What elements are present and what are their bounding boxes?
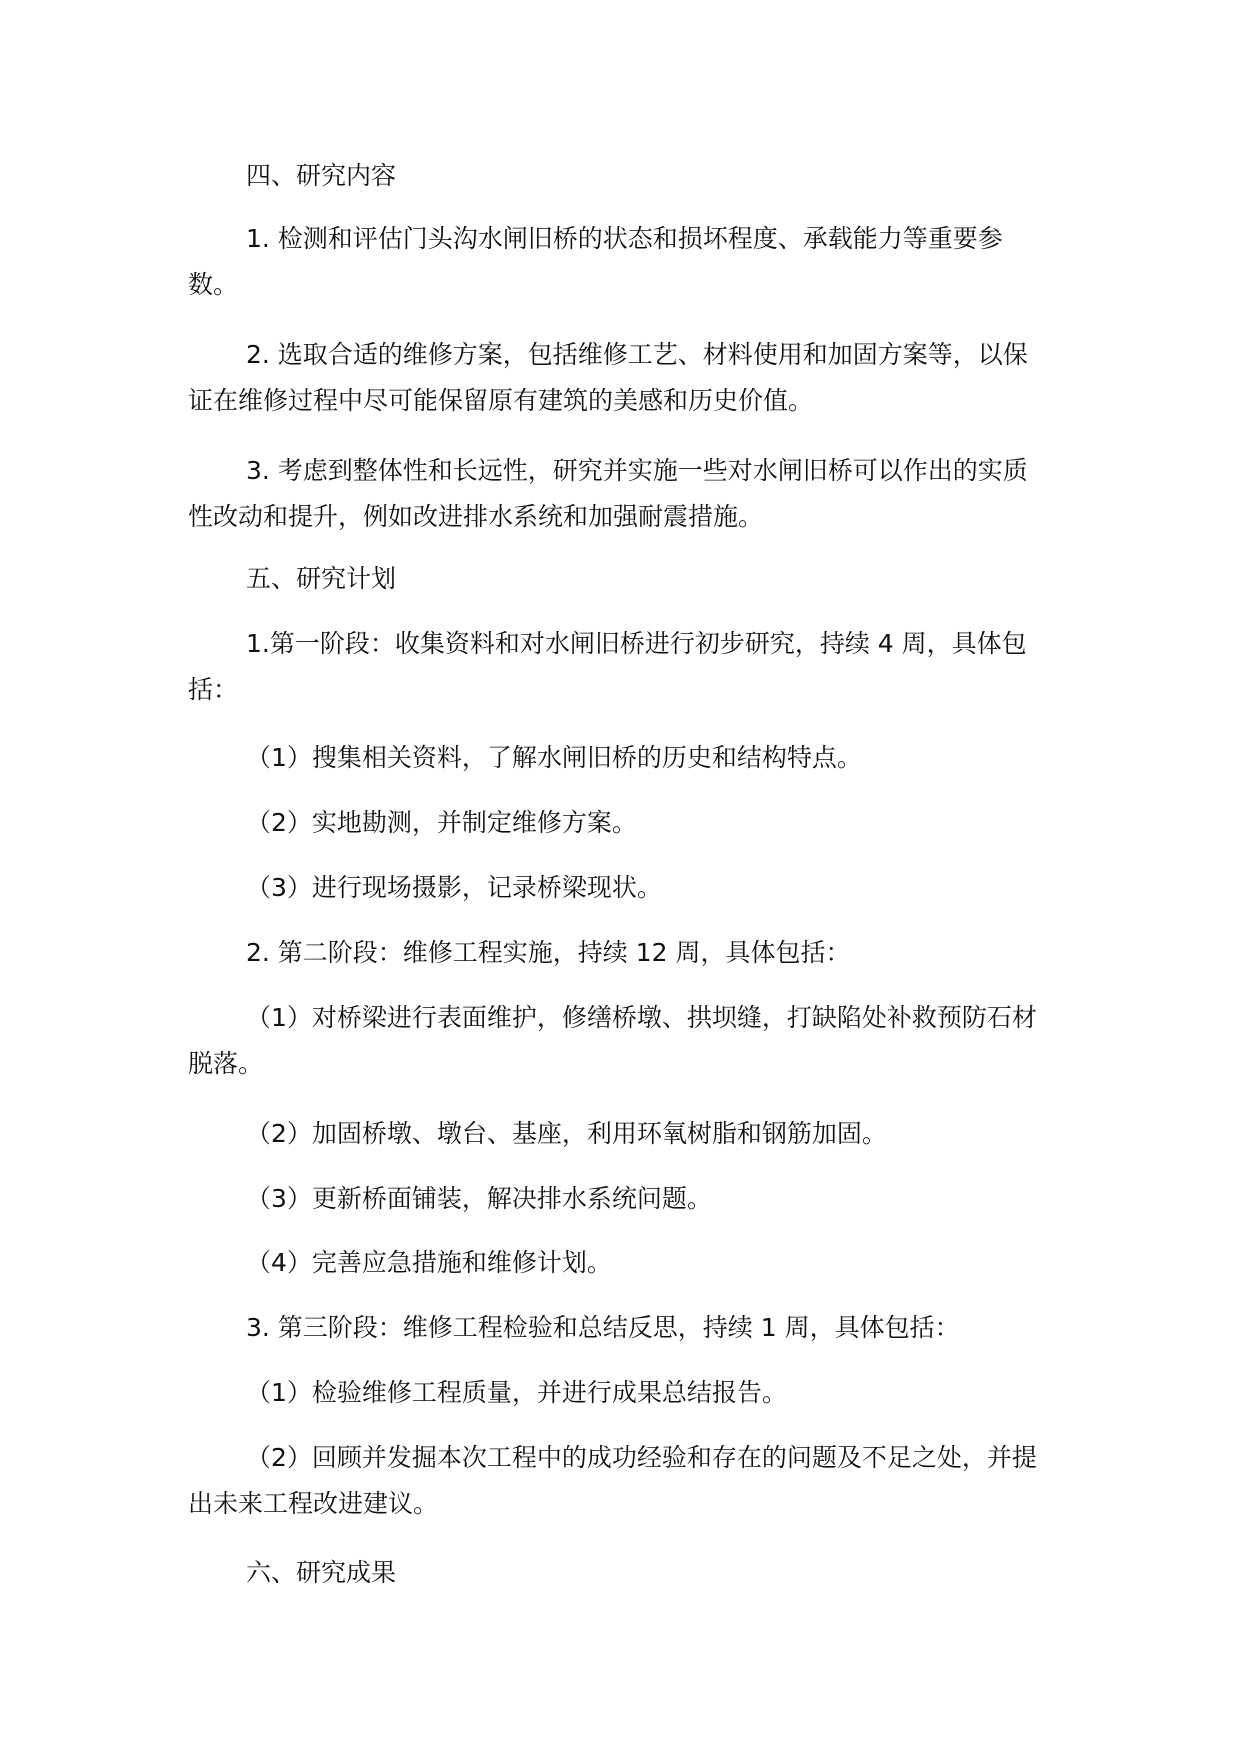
content-item-3: 3. 考虑到整体性和长远性，研究并实施一些对水闸旧桥可以作出的实质性改动和提升，例如改进排水系统和加强耐震措施。 [188, 456, 1028, 531]
plan-phase-2-item-3: （3）更新桥面铺装，解决排水系统问题。 [246, 1184, 712, 1213]
plan-phase-1-item-1: （1）搜集相关资料，了解水闸旧桥的历史和结构特点。 [246, 743, 862, 772]
plan-phase-3-item-1: （1）检验维修工程质量，并进行成果总结报告。 [246, 1378, 787, 1407]
content-item-1: 1. 检测和评估门头沟水闸旧桥的状态和损坏程度、承载能力等重要参数。 [188, 224, 1003, 299]
plan-phase-3: 3. 第三阶段：维修工程检验和总结反思，持续 1 周，具体包括： [246, 1313, 960, 1342]
section-heading-research-results: 六、研究成果 [246, 1558, 397, 1587]
plan-phase-2: 2. 第二阶段：维修工程实施，持续 12 周，具体包括： [246, 938, 851, 967]
plan-phase-1: 1.第一阶段：收集资料和对水闸旧桥进行初步研究，持续 4 周，具体包括： [188, 629, 1027, 704]
plan-phase-1-item-2: （2）实地勘测，并制定维修方案。 [246, 808, 637, 837]
plan-phase-2-item-2: （2）加固桥墩、墩台、基座，利用环氧树脂和钢筋加固。 [246, 1119, 887, 1148]
plan-phase-1-item-3: （3）进行现场摄影，记录桥梁现状。 [246, 873, 662, 902]
plan-phase-3-item-2: （2）回顾并发掘本次工程中的成功经验和存在的问题及不足之处，并提出未来工程改进建议。 [188, 1443, 1037, 1518]
content-item-2: 2. 选取合适的维修方案，包括维修工艺、材料使用和加固方案等，以保证在维修过程中尽可能保留原有建筑的美感和历史价值。 [188, 340, 1028, 415]
section-heading-research-plan: 五、研究计划 [246, 564, 397, 593]
plan-phase-2-item-1: （1）对桥梁进行表面维护，修缮桥墩、拱坝缝，打缺陷处补救预防石材脱落。 [188, 1003, 1037, 1078]
section-heading-research-content: 四、研究内容 [246, 161, 397, 190]
plan-phase-2-item-4: （4）完善应急措施和维修计划。 [246, 1248, 612, 1277]
